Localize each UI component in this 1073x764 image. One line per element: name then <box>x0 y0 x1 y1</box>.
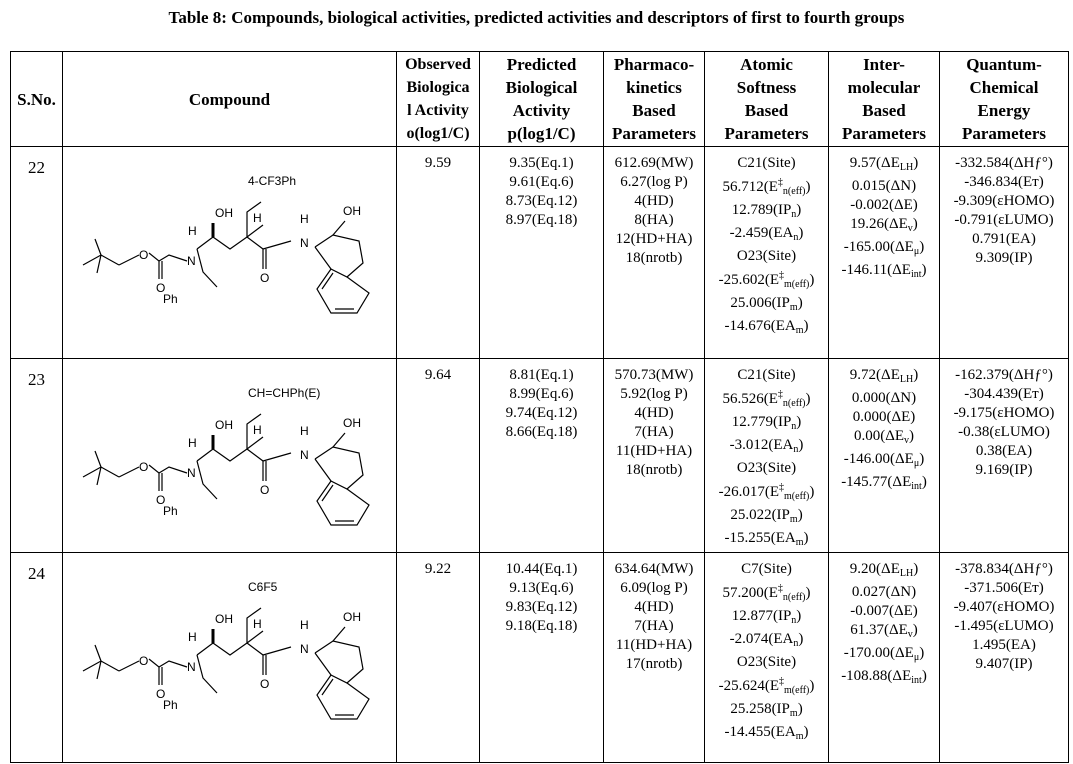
predicted-cell <box>480 147 604 359</box>
pharmaco-value: 7(HA) <box>634 424 674 440</box>
molecule-drawing <box>63 359 396 549</box>
observed-cell: 9.64 <box>397 359 480 553</box>
ph-label: Ph <box>163 698 178 712</box>
predicted-value: 9.74(Eq.12) <box>505 405 578 421</box>
pharmaco-value: 612.69(MW) <box>614 155 694 171</box>
ph-label: Ph <box>163 292 178 306</box>
predicted-value: 8.73(Eq.12) <box>505 193 578 209</box>
header-quantum: Quantum- Chemical Energy Parameters <box>940 52 1069 147</box>
quantum-value: -9.175(εHOMO) <box>953 405 1055 421</box>
nh-h-label: H <box>188 224 197 238</box>
inter-value: $61.37(\Delta E_v)$ <box>850 622 918 640</box>
h-label: H <box>253 617 262 631</box>
atomic-value: $12.789(IP_n)$ <box>731 202 802 220</box>
o-carbonyl-label: O <box>156 281 166 295</box>
quantum-value: -162.379(ΔHƒ°) <box>955 367 1053 383</box>
quantum-value: -9.407(εHOMO) <box>953 599 1055 615</box>
inter-value: -0.002(ΔE) <box>850 197 918 213</box>
quantum-value: -0.791(εLUMO) <box>954 212 1054 228</box>
o-carbonyl-label: O <box>156 493 166 507</box>
sno-cell: 24 <box>11 553 63 763</box>
quantum-value: 9.309(IP) <box>975 250 1033 266</box>
quantum-value: 1.495(EA) <box>972 637 1036 653</box>
substituent-label: CH=CHPh(E) <box>248 386 321 400</box>
pharmaco-value: 6.09(log P) <box>620 580 688 596</box>
atomic-value: $25.022(IP_m)$ <box>730 507 803 525</box>
atomic-cell <box>705 553 829 763</box>
predicted-value: 10.44(Eq.1) <box>505 561 578 577</box>
quantum-value: -346.834(Eᴛ) <box>964 174 1044 190</box>
ph-label: Ph <box>163 504 178 518</box>
table-title: Table 8: Compounds, biological activities, predicted activities and descriptors of first to fourth groups <box>168 8 905 27</box>
atomic-value: O23(Site) <box>736 460 797 476</box>
quantum-cell <box>940 359 1069 553</box>
molecule-drawing <box>63 553 396 743</box>
predicted-cell <box>480 359 604 553</box>
quantum-value: -1.495(εLUMO) <box>954 618 1054 634</box>
predicted-value: 8.99(Eq.6) <box>509 386 574 402</box>
inter-value: 0.015(ΔN) <box>851 178 917 194</box>
quantum-value: -0.38(εLUMO) <box>958 424 1050 440</box>
atomic-value: $57.200(E^\ddagger_{n(eff)})$ <box>722 583 811 603</box>
atomic-value: $12.779(IP_n)$ <box>731 414 802 432</box>
atomic-value: $-2.459(EA_n)$ <box>729 225 804 243</box>
nh-h-label: H <box>188 630 197 644</box>
inter-cell <box>829 147 940 359</box>
header-inter: Inter- molecular Based Parameters <box>829 52 940 147</box>
amide-h-label: H <box>300 212 309 226</box>
o-amide-label: O <box>260 483 270 497</box>
inter-cell <box>829 359 940 553</box>
atomic-value: $25.006(IP_m)$ <box>730 295 803 313</box>
header-pharmaco: Pharmaco- kinetics Based Parameters <box>604 52 705 147</box>
atomic-value: C21(Site) <box>737 367 796 383</box>
predicted-cell <box>480 553 604 763</box>
atomic-value: $25.258(IP_m)$ <box>730 701 803 719</box>
inter-value: $-165.00(\Delta E_\mu)$ <box>843 239 925 257</box>
atomic-value: $-2.074(EA_n)$ <box>729 631 804 649</box>
inter-value: $9.57(\Delta E_{LH})$ <box>849 155 919 173</box>
inter-value: $-145.77(\Delta E_{int})$ <box>841 474 927 492</box>
n-label: N <box>187 466 196 480</box>
pharmaco-value: 4(HD) <box>634 193 674 209</box>
o-amide-label: O <box>260 271 270 285</box>
inter-value: -0.007(ΔE) <box>850 603 918 619</box>
compound-structure <box>63 359 397 553</box>
quantum-value: -371.506(Eᴛ) <box>964 580 1044 596</box>
compound-structure <box>63 553 397 763</box>
predicted-value: 9.35(Eq.1) <box>509 155 574 171</box>
inter-value: $9.20(\Delta E_{LH})$ <box>849 561 919 579</box>
predicted-value: 9.13(Eq.6) <box>509 580 574 596</box>
atomic-value: $-3.012(EA_n)$ <box>729 437 804 455</box>
oh-label: OH <box>215 612 233 626</box>
oh-label: OH <box>215 206 233 220</box>
h-label: H <box>253 211 262 225</box>
substituent-label: C6F5 <box>248 580 278 594</box>
atomic-value: $-25.602(E^\ddagger_{m(eff)})$ <box>718 270 815 290</box>
pharmaco-cell <box>604 359 705 553</box>
header-sno: S.No. <box>11 52 63 147</box>
pharmaco-value: 7(HA) <box>634 618 674 634</box>
pharmaco-value: 18(nrotb) <box>625 462 683 478</box>
pharmaco-value: 11(HD+HA) <box>615 443 693 459</box>
h-label: H <box>253 423 262 437</box>
pharmaco-value: 8(HA) <box>634 212 674 228</box>
inter-value: 0.000(ΔE) <box>852 409 916 425</box>
o-amide-label: O <box>260 677 270 691</box>
predicted-value: 9.61(Eq.6) <box>509 174 574 190</box>
atomic-cell <box>705 147 829 359</box>
quantum-value: -332.584(ΔHƒ°) <box>955 155 1053 171</box>
inter-value: $0.00(\Delta E_v)$ <box>853 428 915 446</box>
quantum-value: -378.834(ΔHƒ°) <box>955 561 1053 577</box>
atomic-value: $-26.017(E^\ddagger_{m(eff)})$ <box>718 482 815 502</box>
atomic-value: O23(Site) <box>736 248 797 264</box>
amide-h-label: H <box>300 618 309 632</box>
inter-value: $-108.88(\Delta E_{int})$ <box>841 668 927 686</box>
indanol-oh-label: OH <box>343 610 361 624</box>
predicted-value: 8.81(Eq.1) <box>509 367 574 383</box>
indanol-oh-label: OH <box>343 416 361 430</box>
pharmaco-value: 634.64(MW) <box>614 561 694 577</box>
n-label: N <box>187 254 196 268</box>
inter-value: $19.26(\Delta E_v)$ <box>850 216 918 234</box>
amide-h-label: H <box>300 424 309 438</box>
o-carbonyl-label: O <box>156 687 166 701</box>
table-row <box>11 147 1069 359</box>
pharmaco-value: 12(HD+HA) <box>615 231 693 247</box>
header-observed: Observed Biologica l Activity o(log1/C) <box>397 52 480 147</box>
predicted-value: 8.97(Eq.18) <box>505 212 578 228</box>
amide-n-label: N <box>300 236 309 250</box>
pharmaco-value: 570.73(MW) <box>614 367 694 383</box>
atomic-value: C21(Site) <box>737 155 796 171</box>
pharmaco-value: 11(HD+HA) <box>615 637 693 653</box>
quantum-value: 0.791(EA) <box>972 231 1036 247</box>
inter-value: $9.72(\Delta E_{LH})$ <box>849 367 919 385</box>
predicted-value: 9.83(Eq.12) <box>505 599 578 615</box>
o-label: O <box>139 460 149 474</box>
indanol-oh-label: OH <box>343 204 361 218</box>
amide-n-label: N <box>300 448 309 462</box>
inter-value: $-170.00(\Delta E_\mu)$ <box>843 645 925 663</box>
nh-h-label: H <box>188 436 197 450</box>
quantum-value: 0.38(EA) <box>975 443 1033 459</box>
compound-structure <box>63 147 397 359</box>
atomic-cell <box>705 359 829 553</box>
oh-label: OH <box>215 418 233 432</box>
pharmaco-cell <box>604 553 705 763</box>
quantum-cell <box>940 147 1069 359</box>
atomic-value: $-15.255(EA_m)$ <box>724 530 809 548</box>
atomic-value: $56.712(E^\ddagger_{n(eff)})$ <box>722 177 811 197</box>
sno-cell: 23 <box>11 359 63 553</box>
inter-value: 0.000(ΔN) <box>851 390 917 406</box>
inter-value: $-146.00(\Delta E_\mu)$ <box>843 451 925 469</box>
atomic-value: C7(Site) <box>741 561 792 577</box>
pharmaco-value: 4(HD) <box>634 599 674 615</box>
predicted-value: 9.18(Eq.18) <box>505 618 578 634</box>
quantum-value: 9.169(IP) <box>975 462 1033 478</box>
pharmaco-value: 18(nrotb) <box>625 250 683 266</box>
amide-n-label: N <box>300 642 309 656</box>
atomic-value: $-14.455(EA_m)$ <box>724 724 809 742</box>
header-atomic: Atomic Softness Based Parameters <box>705 52 829 147</box>
quantum-value: 9.407(IP) <box>975 656 1033 672</box>
header-row <box>11 52 1069 147</box>
inter-value: 0.027(ΔN) <box>851 584 917 600</box>
o-label: O <box>139 248 149 262</box>
observed-cell: 9.59 <box>397 147 480 359</box>
inter-cell <box>829 553 940 763</box>
pharmaco-cell <box>604 147 705 359</box>
table-row <box>11 359 1069 553</box>
pharmaco-value: 5.92(log P) <box>620 386 688 402</box>
table-row <box>11 553 1069 763</box>
predicted-value: 8.66(Eq.18) <box>505 424 578 440</box>
pharmaco-value: 17(nrotb) <box>625 656 683 672</box>
quantum-value: -304.439(Eᴛ) <box>964 386 1044 402</box>
pharmaco-value: 6.27(log P) <box>620 174 688 190</box>
descriptor-table <box>10 51 1069 763</box>
atomic-value: $12.877(IP_n)$ <box>731 608 802 626</box>
inter-value: $-146.11(\Delta E_{int})$ <box>841 262 927 280</box>
n-label: N <box>187 660 196 674</box>
sno-cell: 22 <box>11 147 63 359</box>
quantum-cell <box>940 553 1069 763</box>
molecule-drawing <box>63 147 396 337</box>
o-label: O <box>139 654 149 668</box>
atomic-value: $-14.676(EA_m)$ <box>724 318 809 336</box>
atomic-value: $-25.624(E^\ddagger_{m(eff)})$ <box>718 676 815 696</box>
substituent-label: 4-CF3Ph <box>248 174 297 188</box>
header-compound: Compound <box>63 52 397 147</box>
quantum-value: -9.309(εHOMO) <box>953 193 1055 209</box>
atomic-value: O23(Site) <box>736 654 797 670</box>
pharmaco-value: 4(HD) <box>634 405 674 421</box>
observed-cell: 9.22 <box>397 553 480 763</box>
header-predicted: Predicted Biological Activity p(log1/C) <box>480 52 604 147</box>
atomic-value: $56.526(E^\ddagger_{n(eff)})$ <box>722 389 811 409</box>
